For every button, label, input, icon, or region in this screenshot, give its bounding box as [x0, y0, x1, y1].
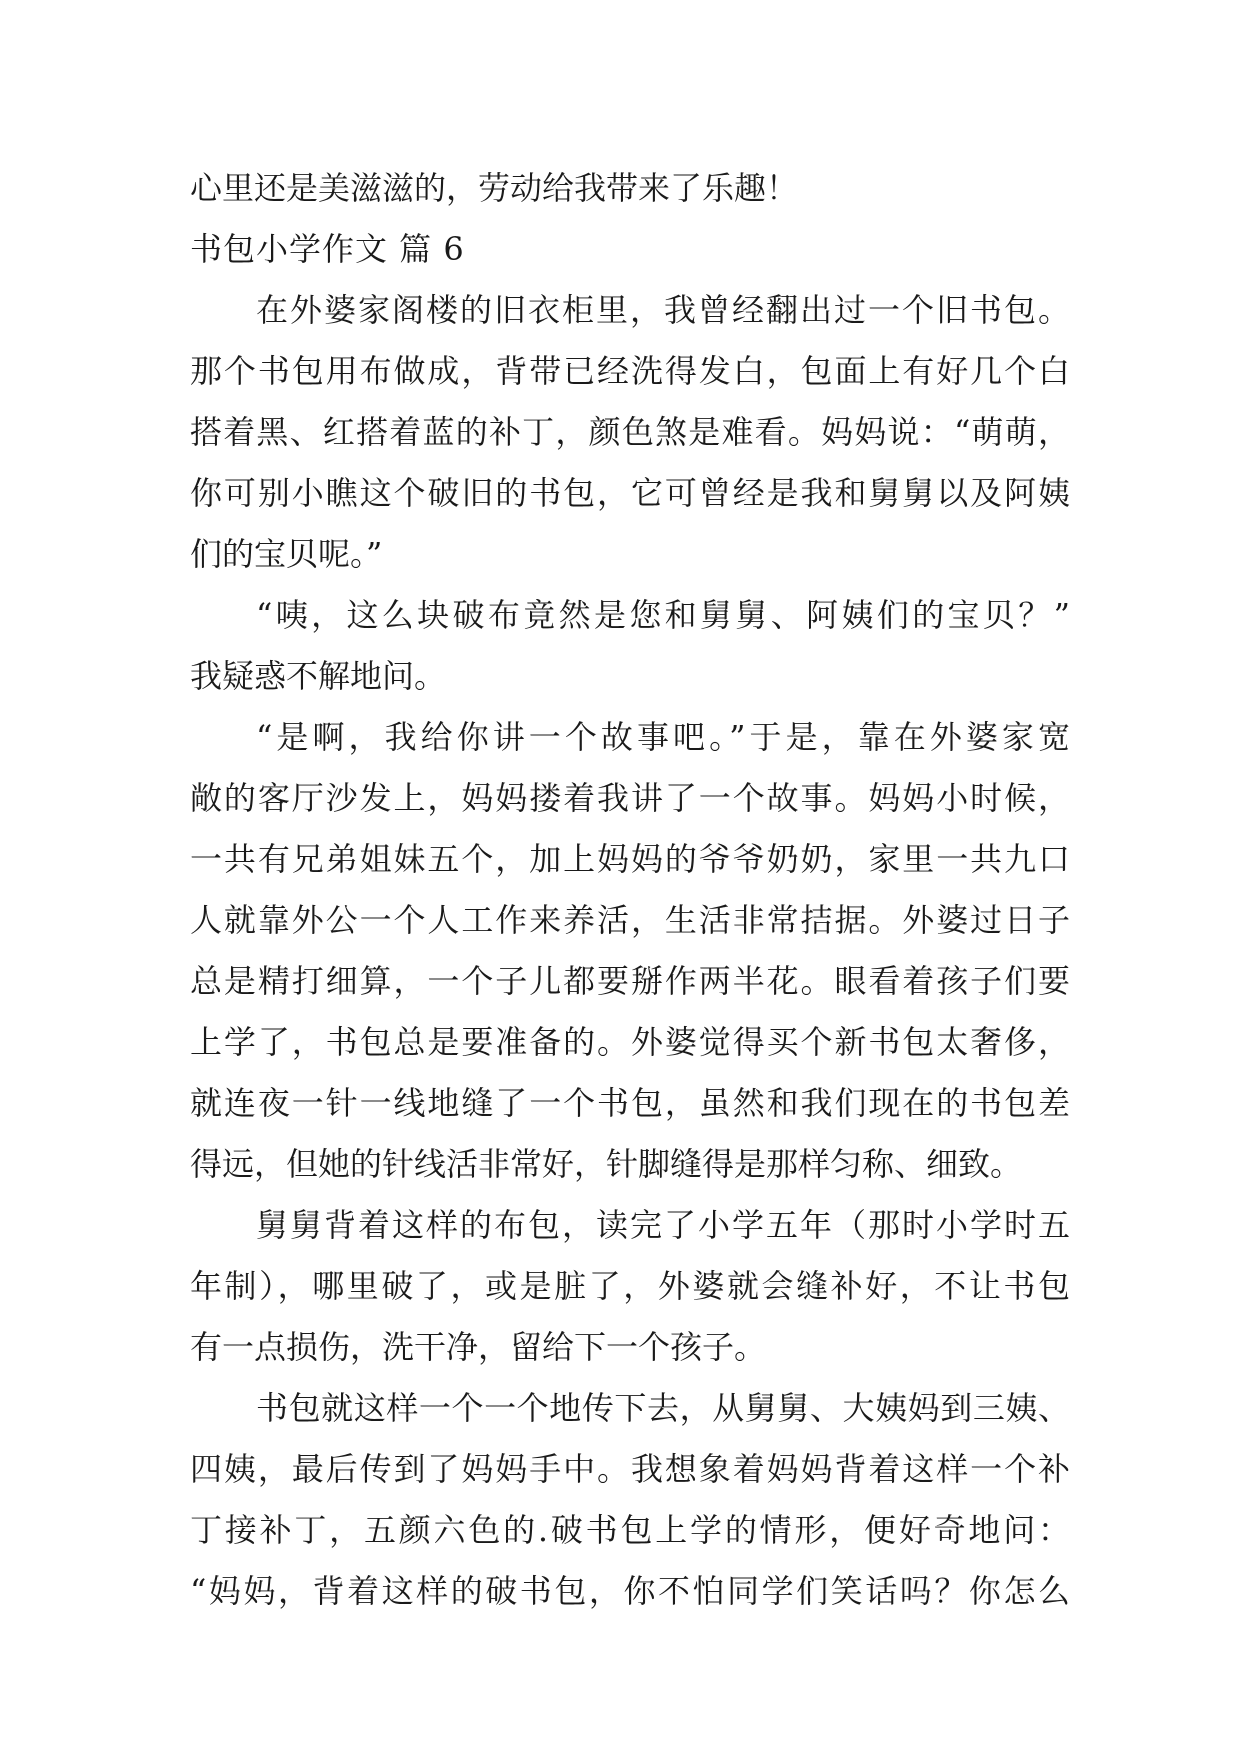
text-line: 们的宝贝呢。” — [190, 535, 383, 573]
text-line: 总是精打细算，一个子儿都要掰作两半花。眼看着孩子们要 — [190, 962, 1070, 1000]
text-line: 你可别小瞧这个破旧的书包，它可曾经是我和舅舅以及阿姨 — [190, 474, 1070, 512]
text-line: 心里还是美滋滋的，劳动给我带来了乐趣！ — [190, 169, 799, 207]
text-line: 四姨，最后传到了妈妈手中。我想象着妈妈背着这样一个补 — [190, 1450, 1070, 1488]
text-line: “妈妈，背着这样的破书包，你不怕同学们笑话吗？你怎么 — [190, 1572, 1070, 1610]
text-line: 舅舅背着这样的布包，读完了小学五年（那时小学时五 — [256, 1206, 1070, 1244]
text-line: 人就靠外公一个人工作来养活，生活非常拮据。外婆过日子 — [190, 901, 1070, 939]
text-line: 得远，但她的针线活非常好，针脚缝得是那样匀称、细致。 — [190, 1145, 1023, 1183]
text-line: 那个书包用布做成，背带已经洗得发白，包面上有好几个白 — [190, 352, 1070, 390]
section-heading: 书包小学作文 篇 6 — [190, 230, 465, 268]
text-line: 丁接补丁，五颜六色的.破书包上学的情形，便好奇地问： — [190, 1511, 1070, 1549]
text-line: 搭着黑、红搭着蓝的补丁，颜色煞是难看。妈妈说：“萌萌， — [190, 413, 1070, 451]
text-line: 一共有兄弟姐妹五个，加上妈妈的爷爷奶奶，家里一共九口 — [190, 840, 1070, 878]
text-line: “是啊，我给你讲一个故事吧。”于是，靠在外婆家宽 — [256, 718, 1070, 756]
text-line: 年制），哪里破了，或是脏了，外婆就会缝补好，不让书包 — [190, 1267, 1070, 1305]
text-line: 书包就这样一个一个地传下去，从舅舅、大姨妈到三姨、 — [256, 1389, 1070, 1427]
text-line: 就连夜一针一线地缝了一个书包，虽然和我们现在的书包差 — [190, 1084, 1070, 1122]
text-line: 有一点损伤，洗干净，留给下一个孩子。 — [190, 1328, 767, 1366]
text-line: “咦，这么块破布竟然是您和舅舅、阿姨们的宝贝？” — [256, 596, 1070, 634]
text-line: 上学了，书包总是要准备的。外婆觉得买个新书包太奢侈， — [190, 1023, 1070, 1061]
text-line: 我疑惑不解地问。 — [190, 657, 447, 695]
text-line: 敞的客厅沙发上，妈妈搂着我讲了一个故事。妈妈小时候， — [190, 779, 1070, 817]
document-body — [190, 158, 1070, 1622]
text-line: 在外婆家阁楼的旧衣柜里，我曾经翻出过一个旧书包。 — [256, 291, 1070, 329]
